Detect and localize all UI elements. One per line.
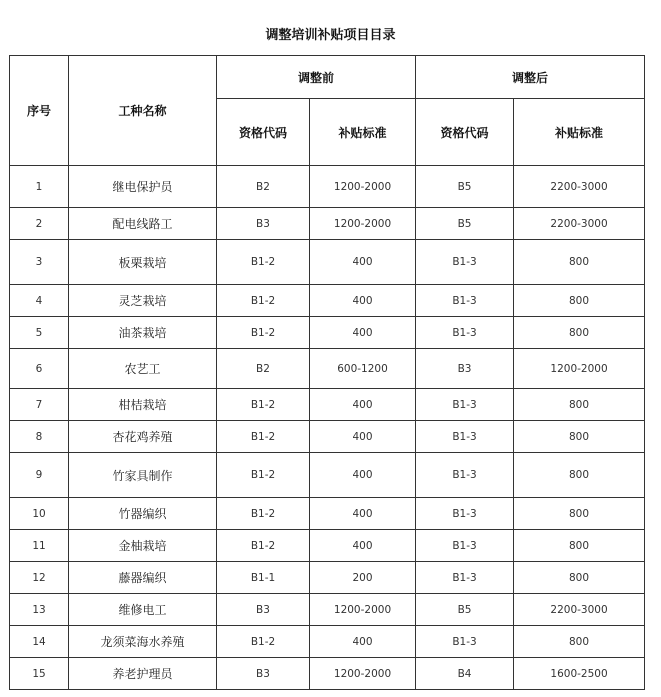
job-name: 金柚栽培 — [69, 530, 217, 562]
after-standard: 800 — [514, 562, 645, 594]
table-row — [10, 389, 645, 421]
before-standard: 400 — [310, 317, 416, 349]
after-code: B5 — [416, 166, 514, 208]
after-code: B1-3 — [416, 562, 514, 594]
table-row — [10, 349, 645, 389]
job-name: 继电保护员 — [69, 166, 217, 208]
job-name: 油茶栽培 — [69, 317, 217, 349]
after-code: B1-3 — [416, 240, 514, 285]
job-name: 藤器编织 — [69, 562, 217, 594]
document-title: 调整培训补贴项目目录 — [265, 28, 396, 43]
before-standard: 400 — [310, 240, 416, 285]
after-standard: 800 — [514, 530, 645, 562]
before-standard: 200 — [310, 562, 416, 594]
before-standard: 1200-2000 — [310, 658, 416, 690]
row-number: 13 — [10, 594, 69, 626]
job-name: 竹器编织 — [69, 498, 217, 530]
header-after-code: 资格代码 — [416, 99, 514, 166]
before-standard: 400 — [310, 421, 416, 453]
job-name: 配电线路工 — [69, 208, 217, 240]
row-number: 2 — [10, 208, 69, 240]
job-name: 维修电工 — [69, 594, 217, 626]
after-code: B4 — [416, 658, 514, 690]
row-number: 12 — [10, 562, 69, 594]
after-code: B1-3 — [416, 317, 514, 349]
before-code: B1-2 — [217, 530, 310, 562]
before-standard: 400 — [310, 285, 416, 317]
before-code: B1-2 — [217, 498, 310, 530]
table-row — [10, 421, 645, 453]
after-standard: 1600-2500 — [514, 658, 645, 690]
before-standard: 1200-2000 — [310, 208, 416, 240]
header-before: 调整前 — [217, 56, 416, 99]
header-after: 调整后 — [416, 56, 645, 99]
after-standard: 1200-2000 — [514, 349, 645, 389]
after-standard: 800 — [514, 626, 645, 658]
before-standard: 600-1200 — [310, 349, 416, 389]
job-name: 板栗栽培 — [69, 240, 217, 285]
after-code: B1-3 — [416, 285, 514, 317]
after-code: B1-3 — [416, 498, 514, 530]
job-name: 灵芝栽培 — [69, 285, 217, 317]
row-number: 7 — [10, 389, 69, 421]
job-name: 柑桔栽培 — [69, 389, 217, 421]
after-standard: 2200-3000 — [514, 594, 645, 626]
row-number: 5 — [10, 317, 69, 349]
job-name: 龙须菜海水养殖 — [69, 626, 217, 658]
before-code: B1-1 — [217, 562, 310, 594]
before-code: B1-2 — [217, 453, 310, 498]
before-code: B3 — [217, 594, 310, 626]
before-code: B2 — [217, 349, 310, 389]
before-code: B3 — [217, 208, 310, 240]
after-code: B5 — [416, 208, 514, 240]
row-number: 11 — [10, 530, 69, 562]
after-code: B1-3 — [416, 421, 514, 453]
table-row — [10, 166, 645, 208]
after-standard: 2200-3000 — [514, 208, 645, 240]
row-number: 3 — [10, 240, 69, 285]
before-standard: 400 — [310, 389, 416, 421]
before-standard: 1200-2000 — [310, 594, 416, 626]
before-code: B1-2 — [217, 240, 310, 285]
job-name: 杏花鸡养殖 — [69, 421, 217, 453]
table-row — [10, 626, 645, 658]
job-name: 竹家具制作 — [69, 453, 217, 498]
row-number: 9 — [10, 453, 69, 498]
row-number: 8 — [10, 421, 69, 453]
before-standard: 400 — [310, 626, 416, 658]
table-row — [10, 594, 645, 626]
after-standard: 2200-3000 — [514, 166, 645, 208]
before-standard: 1200-2000 — [310, 166, 416, 208]
before-code: B1-2 — [217, 317, 310, 349]
job-name: 农艺工 — [69, 349, 217, 389]
row-number: 4 — [10, 285, 69, 317]
before-code: B1-2 — [217, 421, 310, 453]
before-standard: 400 — [310, 498, 416, 530]
row-number: 14 — [10, 626, 69, 658]
table-row — [10, 562, 645, 594]
after-code: B1-3 — [416, 626, 514, 658]
table-row — [10, 530, 645, 562]
header-seq: 序号 — [10, 56, 69, 166]
subsidy-table — [9, 55, 645, 690]
table-row — [10, 317, 645, 349]
table-row — [10, 240, 645, 285]
after-standard: 800 — [514, 240, 645, 285]
table-row — [10, 453, 645, 498]
after-code: B5 — [416, 594, 514, 626]
before-code: B2 — [217, 166, 310, 208]
before-code: B3 — [217, 658, 310, 690]
after-standard: 800 — [514, 421, 645, 453]
after-standard: 800 — [514, 285, 645, 317]
after-code: B3 — [416, 349, 514, 389]
job-name: 养老护理员 — [69, 658, 217, 690]
before-code: B1-2 — [217, 626, 310, 658]
before-standard: 400 — [310, 453, 416, 498]
table-row — [10, 658, 645, 690]
before-code: B1-2 — [217, 389, 310, 421]
after-code: B1-3 — [416, 389, 514, 421]
after-standard: 800 — [514, 453, 645, 498]
after-standard: 800 — [514, 498, 645, 530]
row-number: 10 — [10, 498, 69, 530]
table-row — [10, 285, 645, 317]
row-number: 6 — [10, 349, 69, 389]
table-row — [10, 498, 645, 530]
before-standard: 400 — [310, 530, 416, 562]
header-after-standard: 补贴标准 — [514, 99, 645, 166]
header-before-code: 资格代码 — [217, 99, 310, 166]
before-code: B1-2 — [217, 285, 310, 317]
row-number: 15 — [10, 658, 69, 690]
row-number: 1 — [10, 166, 69, 208]
header-name: 工种名称 — [69, 56, 217, 166]
after-standard: 800 — [514, 389, 645, 421]
header-before-standard: 补贴标准 — [310, 99, 416, 166]
table-row — [10, 208, 645, 240]
after-code: B1-3 — [416, 530, 514, 562]
after-code: B1-3 — [416, 453, 514, 498]
after-standard: 800 — [514, 317, 645, 349]
